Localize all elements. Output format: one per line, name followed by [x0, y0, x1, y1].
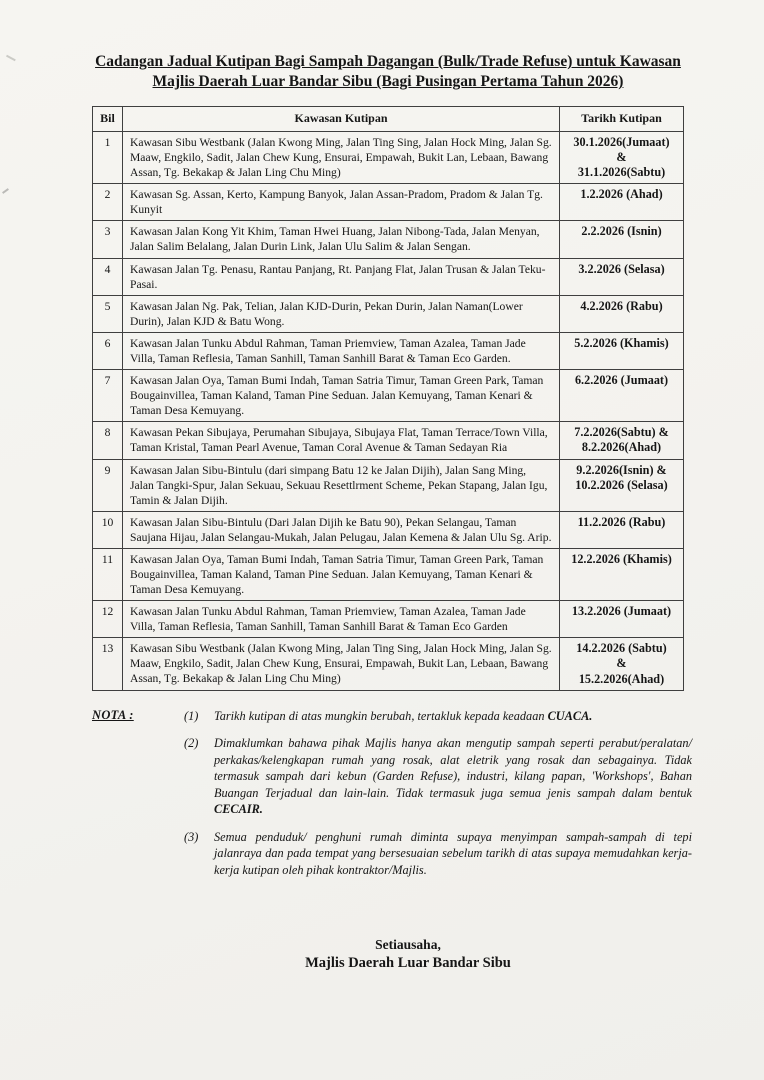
note-text: Semua penduduk/ penghuni rumah diminta supaya menyimpan sampah-sampah di tepi jalanraya dan pada tempat yang bersesuaian sebelum tarikh di atas supaya memudahkan kerja-kerja kutipan oleh pihak kontraktor/Majlis. — [214, 829, 692, 877]
table-row — [93, 511, 684, 548]
collection-date-cell: 4.2.2026 (Rabu) — [560, 295, 684, 332]
collection-area-cell: Kawasan Sibu Westbank (Jalan Kwong Ming, Jalan Ting Sing, Jalan Hock Ming, Jalan Sg. Maaw, Engkilo, Sadit, Jalan Chew Kung, Ensurai, Empawah, Bukit Lan, Lebaan, Bawang Assan, Tg. Bekakap & Jalan Ling Chu Ming) — [123, 638, 560, 691]
table-row — [93, 601, 684, 638]
collection-date-cell: 13.2.2026 (Jumaat) — [560, 601, 684, 638]
table-row — [93, 459, 684, 511]
note-number: (1) — [184, 708, 199, 723]
row-number-cell: 5 — [93, 295, 123, 332]
row-number-cell: 1 — [93, 131, 123, 184]
column-header-kawasan-kutipan: Kawasan Kutipan — [123, 106, 560, 131]
table-row — [93, 422, 684, 460]
collection-area-cell: Kawasan Sg. Assan, Kerto, Kampung Banyok, Jalan Assan-Pradom, Pradom & Jalan Tg. Kunyit — [123, 184, 560, 221]
document-title-line1: Cadangan Jadual Kutipan Bagi Sampah Dagangan (Bulk/Trade Refuse) untuk Kawasan — [95, 53, 681, 70]
row-number-cell: 13 — [93, 638, 123, 691]
note-item — [184, 708, 692, 724]
note-item — [184, 829, 692, 878]
collection-area-cell: Kawasan Jalan Sibu-Bintulu (Dari Jalan Dijih ke Batu 90), Pekan Selangau, Taman Saujana Hijau, Jalan Selangau-Mukah, Jalan Pelugau, Jalan Kemena & Jalan Ulu Sg. Arip. — [123, 511, 560, 548]
row-number-cell: 4 — [93, 258, 123, 295]
schedule-table-body — [93, 131, 684, 690]
collection-date-cell: 6.2.2026 (Jumaat) — [560, 369, 684, 421]
collection-date-cell: 30.1.2026(Jumaat) & 31.1.2026(Sabtu) — [560, 131, 684, 184]
collection-area-cell: Kawasan Jalan Kong Yit Khim, Taman Hwei Huang, Jalan Nibong-Tada, Jalan Menyan, Jalan Salim Belalang, Jalan Durin Link, Jalan Ulu Salim & Jalan Sengan. — [123, 221, 560, 258]
row-number-cell: 11 — [93, 548, 123, 600]
row-number-cell: 6 — [93, 332, 123, 369]
table-row — [93, 548, 684, 600]
collection-date-cell: 7.2.2026(Sabtu) & 8.2.2026(Ahad) — [560, 422, 684, 460]
row-number-cell: 7 — [93, 369, 123, 421]
collection-area-cell: Kawasan Pekan Sibujaya, Perumahan Sibujaya, Sibujaya Flat, Taman Terrace/Town Villa, Taman Kristal, Taman Pearl Avenue, Taman Coral Avenue & Taman Sedayan Ria — [123, 422, 560, 460]
table-header-row — [93, 106, 684, 131]
note-number: (3) — [184, 829, 199, 844]
collection-date-cell: 11.2.2026 (Rabu) — [560, 511, 684, 548]
collection-area-cell: Kawasan Jalan Tg. Penasu, Rantau Panjang, Rt. Panjang Flat, Jalan Trusan & Jalan Teku-Pasai. — [123, 258, 560, 295]
collection-schedule-table — [92, 106, 684, 691]
note-text: Dimaklumkan bahawa pihak Majlis hanya akan mengutip sampah seperti perabut/peralatan/ perkakas/kelengkapan rumah yang rosak, alat eletrik yang rosak dan sebagainya. Tidak termasuk sampah dari kebun (Garden Refuse), industri, kilang papan, 'Workshops', Bahan Buangan Terjadual dan lain-lain. Tidak termasuk juga semua jenis sampah dalam bentuk CECAIR. — [214, 736, 692, 817]
row-number-cell: 9 — [93, 459, 123, 511]
nota-label: NOTA : — [92, 707, 134, 722]
column-header-bil: Bil — [93, 106, 123, 131]
collection-area-cell: Kawasan Sibu Westbank (Jalan Kwong Ming, Jalan Ting Sing, Jalan Hock Ming, Jalan Sg. Maaw, Engkilo, Sadit, Jalan Chew Kung, Ensurai, Empawah, Bukit Lan, Lebaan, Bawang Assan, Tg. Bekakap & Jalan Ling Chu Ming) — [123, 131, 560, 184]
collection-area-cell: Kawasan Jalan Tunku Abdul Rahman, Taman Priemview, Taman Azalea, Taman Jade Villa, Taman Reflesia, Taman Sanhill, Taman Sanhill Barat & Taman Eco Garden — [123, 601, 560, 638]
row-number-cell: 3 — [93, 221, 123, 258]
row-number-cell: 10 — [93, 511, 123, 548]
collection-date-cell: 14.2.2026 (Sabtu) & 15.2.2026(Ahad) — [560, 638, 684, 691]
collection-date-cell: 12.2.2026 (Khamis) — [560, 548, 684, 600]
note-item — [184, 735, 692, 817]
table-row — [93, 184, 684, 221]
table-row — [93, 258, 684, 295]
row-number-cell: 2 — [93, 184, 123, 221]
document-title — [92, 52, 684, 93]
signature-organization: Majlis Daerah Luar Bandar Sibu — [305, 955, 511, 972]
collection-date-cell: 2.2.2026 (Isnin) — [560, 221, 684, 258]
nota-section — [92, 708, 692, 889]
table-row — [93, 638, 684, 691]
table-row — [93, 332, 684, 369]
collection-date-cell: 9.2.2026(Isnin) & 10.2.2026 (Selasa) — [560, 459, 684, 511]
table-row — [93, 295, 684, 332]
collection-date-cell: 5.2.2026 (Khamis) — [560, 332, 684, 369]
table-row — [93, 221, 684, 258]
note-text: Tarikh kutipan di atas mungkin berubah, tertakluk kepada keadaan CUACA. — [214, 708, 593, 723]
collection-area-cell: Kawasan Jalan Oya, Taman Bumi Indah, Taman Satria Timur, Taman Green Park, Taman Bougainvillea, Taman Kaland, Taman Pine Seduan. Jalan Kemuyang, Taman Kenari & Taman Desa Kemuyang. — [123, 369, 560, 421]
collection-area-cell: Kawasan Jalan Oya, Taman Bumi Indah, Taman Satria Timur, Taman Green Park, Taman Bougainvillea, Taman Kaland, Taman Pine Seduan. Jalan Kemuyang, Taman Kenari & Taman Desa Kemuyang. — [123, 548, 560, 600]
collection-date-cell: 1.2.2026 (Ahad) — [560, 184, 684, 221]
row-number-cell: 12 — [93, 601, 123, 638]
column-header-tarikh-kutipan: Tarikh Kutipan — [560, 106, 684, 131]
collection-date-cell: 3.2.2026 (Selasa) — [560, 258, 684, 295]
signature-block — [132, 935, 684, 972]
collection-area-cell: Kawasan Jalan Tunku Abdul Rahman, Taman Priemview, Taman Azalea, Taman Jade Villa, Taman Reflesia, Taman Sanhill, Taman Sanhill Barat & Taman Eco Garden. — [123, 332, 560, 369]
note-number: (2) — [184, 736, 199, 751]
nota-items — [184, 708, 692, 889]
signature-role: Setiausaha, — [375, 937, 441, 953]
document-title-line2: Majlis Daerah Luar Bandar Sibu (Bagi Pusingan Pertama Tahun 2026) — [152, 73, 624, 91]
table-row — [93, 369, 684, 421]
table-row — [93, 131, 684, 184]
collection-area-cell: Kawasan Jalan Ng. Pak, Telian, Jalan KJD-Durin, Pekan Durin, Jalan Naman(Lower Durin), Jalan KJD & Batu Wong. — [123, 295, 560, 332]
row-number-cell: 8 — [93, 422, 123, 460]
collection-area-cell: Kawasan Jalan Sibu-Bintulu (dari simpang Batu 12 ke Jalan Dijih), Jalan Sang Ming, Jalan Tangki-Spur, Jalan Sekuau, Sekuau Resettlrment Scheme, Pekan Stapang, Jalan Igu, Tamin & Jalan Dijih. — [123, 459, 560, 511]
